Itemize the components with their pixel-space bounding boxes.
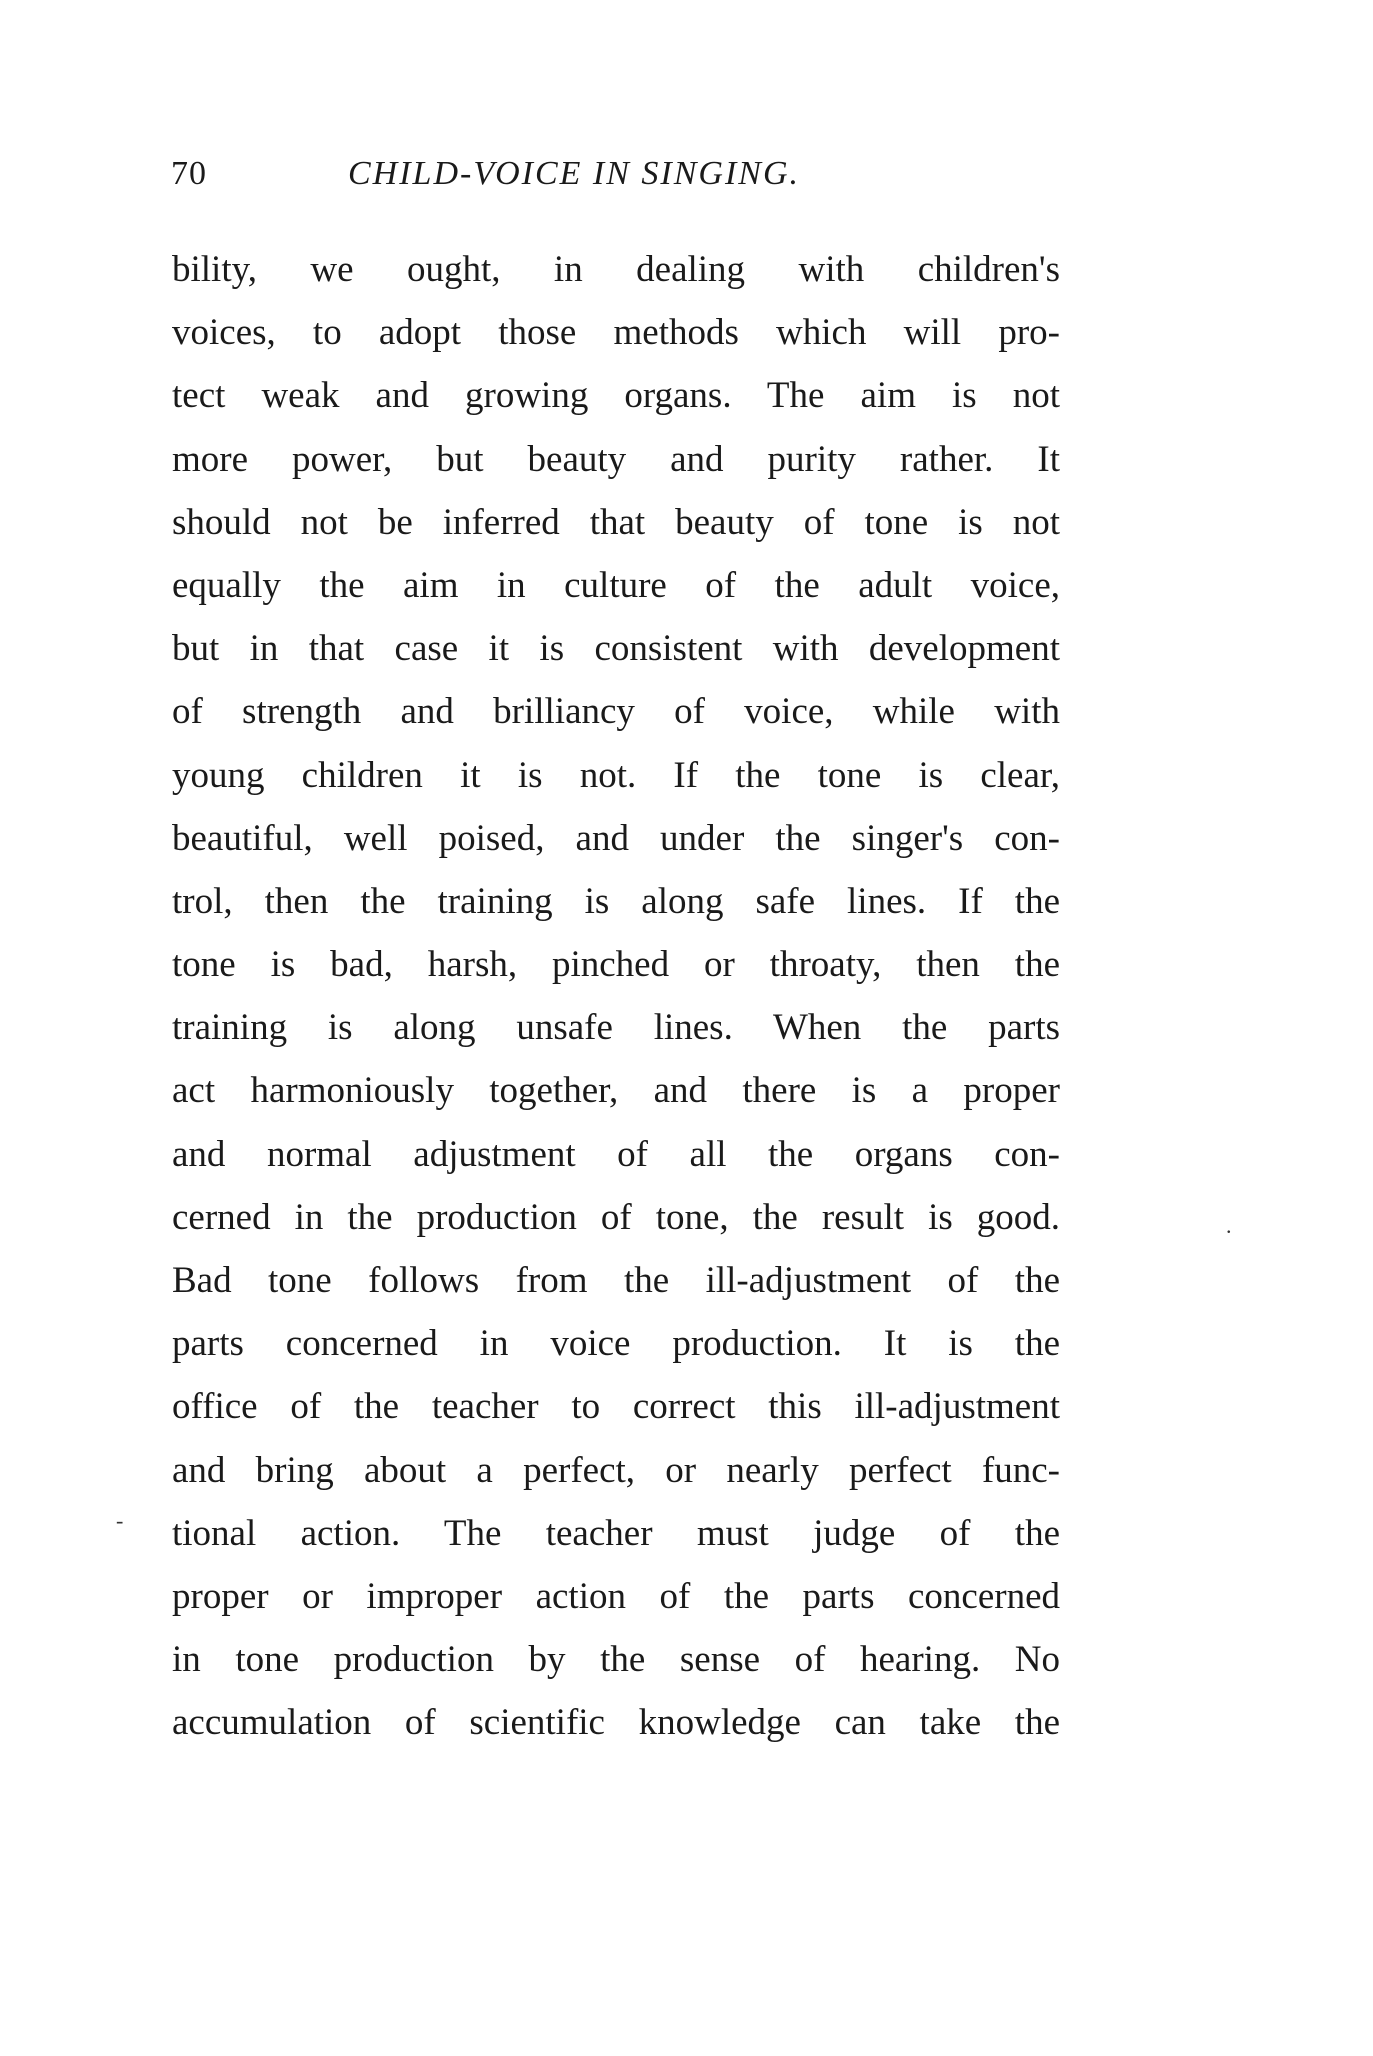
margin-dash-mark: - [116, 1508, 124, 1533]
text-line: parts concerned in voice production. It is the [172, 1323, 1060, 1365]
text-line: equally the aim in culture of the adult voice, [172, 564, 1060, 606]
text-line: but in that case it is consistent with development [172, 628, 1060, 670]
text-line: young children it is not. If the tone is clear, [172, 754, 1060, 796]
text-line: trol, then the training is along safe lines. If the [172, 880, 1060, 922]
body-text [172, 238, 1060, 1755]
text-line: and normal adjustment of all the organs con- [172, 1133, 1060, 1175]
page-number: 70 [171, 155, 207, 192]
text-line: tional action. The teacher must judge of the [172, 1512, 1060, 1554]
text-line: tone is bad, harsh, pinched or throaty, then the [172, 944, 1060, 986]
text-line: voices, to adopt those methods which will pro- [172, 312, 1060, 354]
text-line: beautiful, well poised, and under the singer's con- [172, 817, 1060, 859]
text-line: proper or improper action of the parts concerned [172, 1575, 1060, 1617]
text-line: and bring about a perfect, or nearly perfect func- [172, 1449, 1060, 1491]
running-title: CHILD-VOICE IN SINGING. [348, 155, 801, 192]
text-line: tect weak and growing organs. The aim is not [172, 375, 1060, 417]
text-line: training is along unsafe lines. When the parts [172, 1007, 1060, 1049]
text-line: Bad tone follows from the ill-adjustment of the [172, 1260, 1060, 1301]
text-line: office of the teacher to correct this ill-adjustment [172, 1386, 1060, 1428]
text-line: in tone production by the sense of hearing. No [172, 1639, 1060, 1681]
text-line: accumulation of scientific knowledge can take the [172, 1702, 1060, 1744]
running-head [171, 150, 1071, 198]
text-line: act harmoniously together, and there is a proper [172, 1070, 1060, 1112]
text-line: of strength and brilliancy of voice, while with [172, 691, 1060, 733]
text-line: more power, but beauty and purity rather. It [172, 438, 1060, 480]
text-line: cerned in the production of tone, the result is good. [172, 1196, 1060, 1238]
text-line: bility, we ought, in dealing with children's [172, 249, 1060, 290]
margin-dot-mark: . [1226, 1213, 1232, 1238]
text-line: should not be inferred that beauty of tone is not [172, 501, 1060, 543]
